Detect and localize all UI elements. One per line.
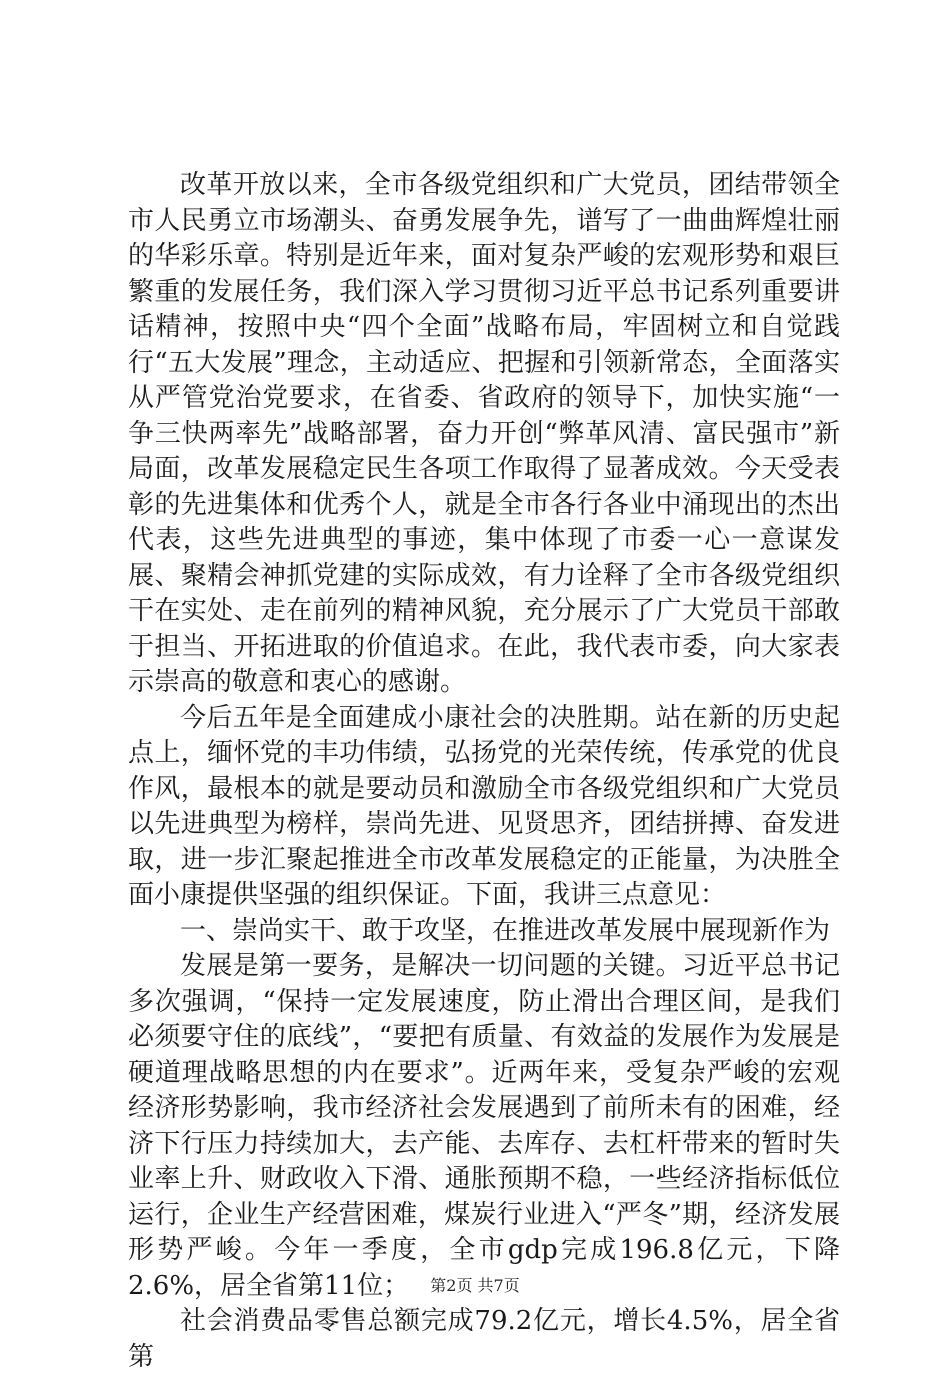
section-heading-1: 一、崇尚实干、敢于攻坚，在推进改革发展中展现新作为 <box>180 915 831 946</box>
paragraph-3: 发展是第一要务，是解决一切问题的关键。习近平总书记多次强调，“保持一定发展速度，防止滑出合理区间，是我们必须要守住的底线”，“要把有质量、有效益的发展作为发展是硬道理战略思想的内在要求”。近两年来，受复杂严峻的宏观经济形势影响，我市经济社会发展遇到了前所未有的困难，经济下行压力持续加大，去产能、去库存、去杠杆带来的暂时失业率上升、财政收入下滑、通胀预期不稳，一些经济指标低位运行，企业生产经营困难，煤炭行业进入“严冬”期，经济发展形势严峻。今年一季度，全市gdp完成196.8亿元，下降2.6%，居全省第11位； <box>128 951 840 1301</box>
paragraph-4: 社会消费品零售总额完成79.2亿元，增长4.5%，居全省第 <box>128 1306 840 1372</box>
page-footer: 第2页 共7页 <box>430 1276 520 1295</box>
paragraph-2: 今后五年是全面建成小康社会的决胜期。站在新的历史起点上，缅怀党的丰功伟绩，弘扬党的光荣传统，传承党的优良作风，最根本的就是要动员和激励全市各级党组织和广大党员以先进典型为榜样，崇尚先进、见贤思齐，团结拼搏、奋发进取，进一步汇聚起推进全市改革发展稳定的正能量，为决胜全面小康提供坚强的组织保证。下面，我讲三点意见： <box>128 702 840 910</box>
paragraph-1: 改革开放以来，全市各级党组织和广大党员，团结带领全市人民勇立市场潮头、奋勇发展争先，谱写了一曲曲辉煌壮丽的华彩乐章。特别是近年来，面对复杂严峻的宏观形势和艰巨繁重的发展任务，我们深入学习贯彻习近平总书记系列重要讲话精神，按照中央“四个全面”战略布局，牢固树立和自觉践行“五大发展”理念，主动适应、把握和引领新常态，全面落实从严管党治党要求，在省委、省政府的领导下，加快实施“一争三快两率先”战略部署，奋力开创“弊革风清、富民强市”新局面，改革发展稳定民生各项工作取得了显著成效。今天受表彰的先进集体和优秀个人，就是全市各行各业中涌现出的杰出代表，这些先进典型的事迹，集中体现了市委一心一意谋发展、聚精会神抓党建的实际成效，有力诠释了全市各级党组织干在实处、走在前列的精神风貌，充分展示了广大党员干部敢于担当、开拓进取的价值追求。在此，我代表市委，向大家表示崇高的敬意和衷心的感谢。 <box>128 170 840 697</box>
document-body <box>128 168 840 1375</box>
